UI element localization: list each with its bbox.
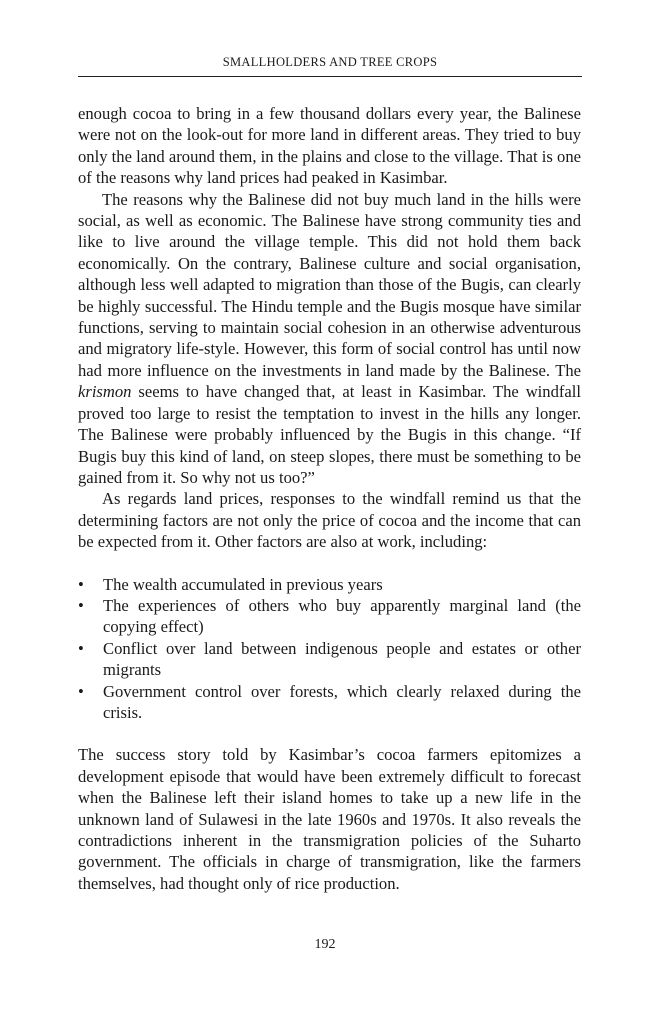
- bullet-icon: •: [78, 574, 84, 594]
- header-rule: [78, 76, 582, 77]
- italic-term: krismon: [78, 382, 132, 402]
- list-item: [78, 574, 581, 595]
- bullet-icon: •: [78, 681, 84, 701]
- bullet-icon: •: [78, 595, 84, 615]
- paragraph-text-after: seems to have changed that, at least in Kasimbar. The windfall proved too large to resist the temptation to invest in the hills any longer. The Balinese were probably influenced by the Bugis in this change. “If Bugis buy this kind of land, on steep slopes, there must be something to be gained from it. So why not us too?”: [78, 382, 581, 487]
- paragraph-text-before: The reasons why the Balinese did not buy much land in the hills were social, as well as economic. The Balinese have strong community ties and like to live around the village temple. This did not hold them back economically. On the contrary, Balinese culture and social organisation, although less well adapted to migration than those of the Bugis, can clearly be highly successful. The Hindu temple and the Bugis mosque have similar functions, serving to maintain social cohesion in an otherwise adventurous and migratory life-style. However, this form of social control has until now had more influence on the investments in land made by the Balinese. The: [78, 189, 581, 380]
- list-item-text: Government control over forests, which clearly relaxed during the crisis.: [103, 681, 581, 722]
- list-item-text: The experiences of others who buy apparently marginal land (the copying effect): [103, 595, 581, 637]
- list-item: [78, 681, 581, 724]
- list-item-text: The wealth accumulated in previous years: [103, 574, 383, 594]
- paragraph-closing: The success story told by Kasimbar’s cocoa farmers epitomizes a development episode that would have been extremely difficult to forecast when the Balinese left their island homes to take up a new life in the unknown land of Sulawesi in the late 1960s and 1970s. It also reveals the contradictions inherent in the transmigration policies of the Suharto government. The officials in charge of transmigration, like the farmers themselves, had thought only of rice production.: [78, 745, 581, 893]
- paragraph-continuation: enough cocoa to bring in a few thousand dollars every year, the Balinese were not on the look-out for more land in different areas. They tried to buy only the land around them, in the plains and close to the village. That is one of the reasons why land prices had peaked in Kasimbar.: [78, 104, 581, 188]
- factor-list: [78, 574, 581, 724]
- list-item-text: Conflict over land between indigenous people and estates or other migrants: [103, 638, 581, 680]
- body-text: [78, 103, 581, 894]
- page-number: 192: [314, 937, 336, 952]
- list-item: [78, 638, 581, 681]
- paragraph-social-reasons: [78, 189, 581, 489]
- list-item: [78, 595, 581, 638]
- paragraph-land-prices: As regards land prices, responses to the windfall remind us that the determining factors are not only the price of cocoa and the income that can be expected from it. Other factors are also at work, including:: [78, 489, 581, 552]
- running-head: SMALLHOLDERS AND TREE CROPS: [222, 55, 438, 69]
- bullet-icon: •: [78, 638, 84, 658]
